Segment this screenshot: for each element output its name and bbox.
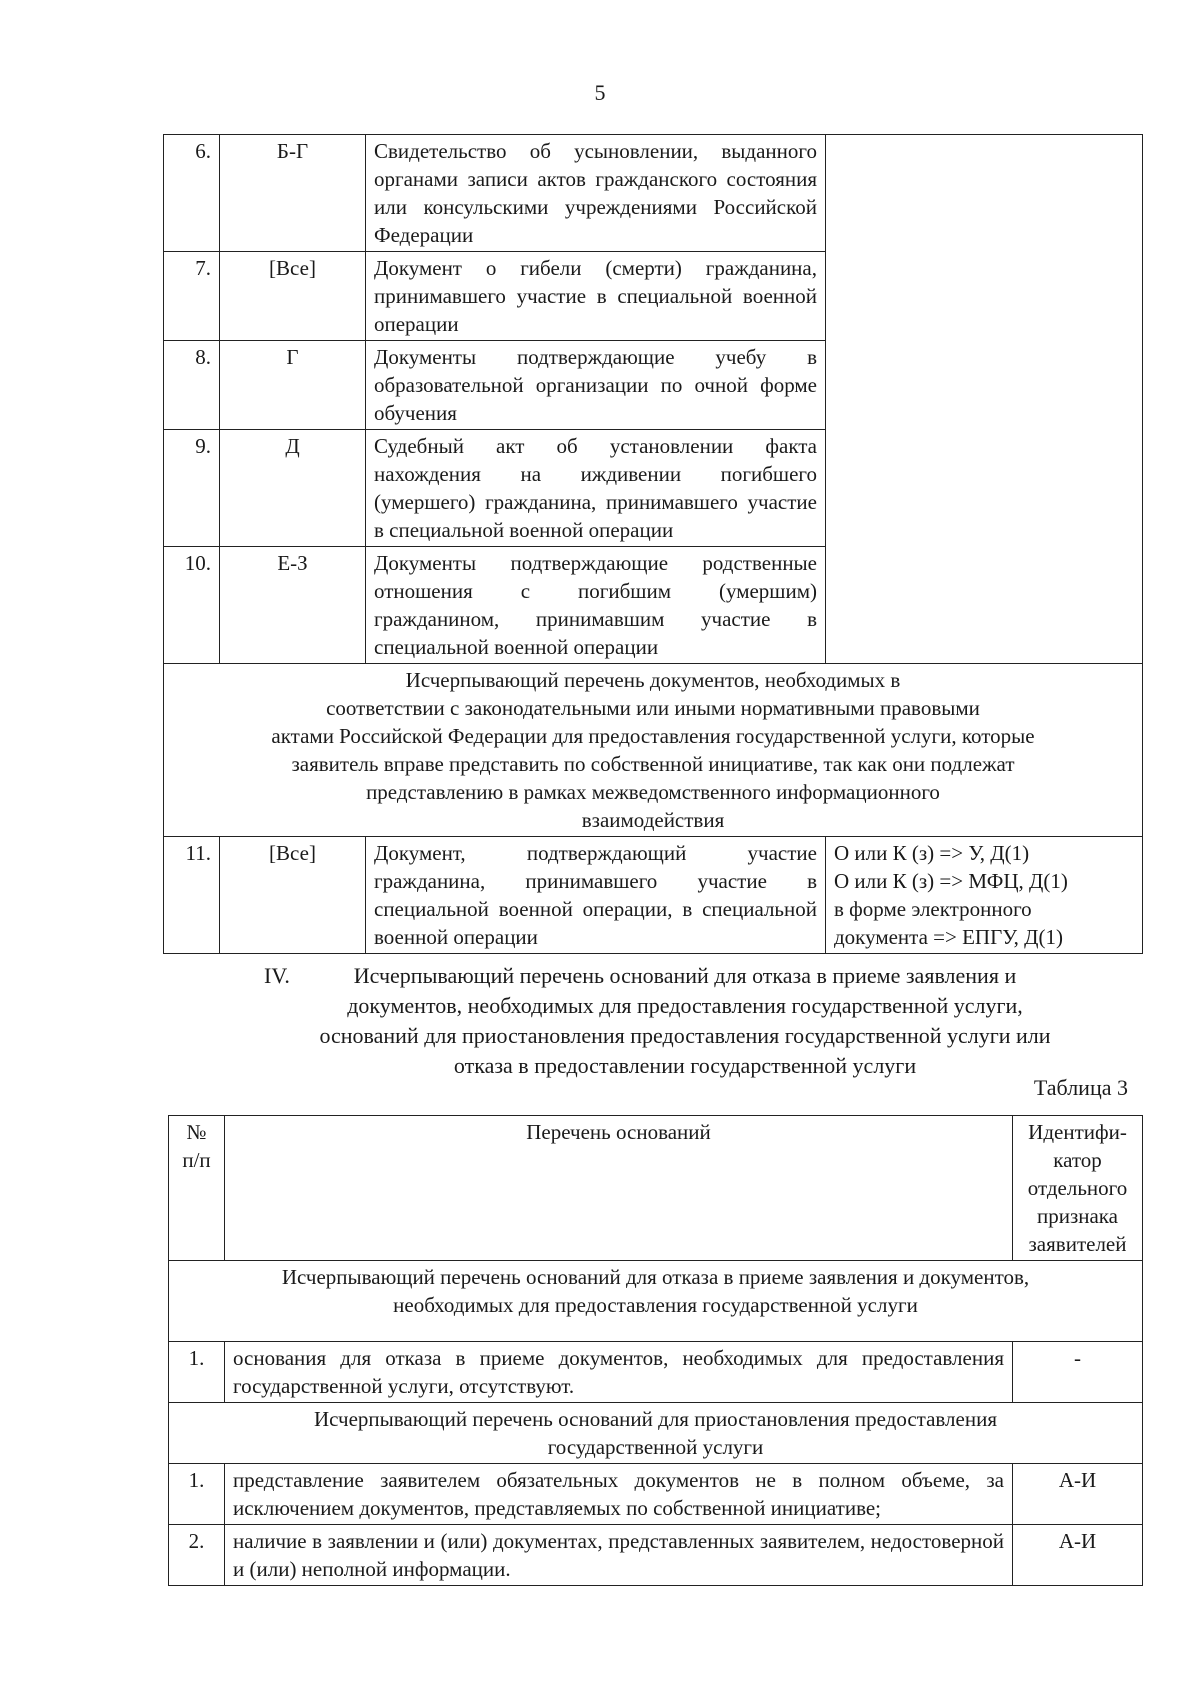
table-header-row (169, 1116, 1143, 1261)
table-row (169, 1525, 1143, 1586)
header-identifier (1013, 1116, 1143, 1261)
grounds-table (168, 1115, 1143, 1586)
row-number: 7. (164, 252, 220, 341)
group-header-row (169, 1261, 1143, 1342)
submission-line: документа => ЕПГУ, Д(1) (834, 925, 1063, 949)
row-number: 10. (164, 547, 220, 664)
ground-text: наличие в заявлении и (или) документах, представленных заявителем, недостоверной и (или) неполной информации. (225, 1525, 1013, 1586)
section-header-line: соответствии с законодательными или иными нормативными правовыми (326, 696, 980, 720)
header-list: Перечень оснований (225, 1116, 1013, 1261)
header-number (169, 1116, 225, 1261)
row-number: 1. (169, 1342, 225, 1403)
group-header-line: государственной услуги (547, 1435, 764, 1459)
section-title-line: документов, необходимых для предоставления государственной услуги, (347, 993, 1023, 1018)
group-header-line: Исчерпывающий перечень оснований для приостановления предоставления (313, 1407, 997, 1431)
ground-text: основания для отказа в приеме документов, необходимых для предоставления государственной услуги, отсутствуют. (225, 1342, 1013, 1403)
documents-table (163, 134, 1143, 954)
page-number: 5 (594, 80, 606, 105)
submission-line: О или К (з) => У, Д(1) (834, 841, 1030, 865)
row-number: 9. (164, 430, 220, 547)
group-header-line: необходимых для предоставления государственной услуги (393, 1293, 918, 1317)
header-identifier-line: признака (1036, 1204, 1119, 1228)
group-header (169, 1403, 1143, 1464)
section-header-line: Исчерпывающий перечень документов, необходимых в (405, 668, 901, 692)
table-row (169, 1464, 1143, 1525)
section-title (240, 961, 1130, 1081)
section-header-line: актами Российской Федерации для предоставления государственной услуги, которые (271, 724, 1035, 748)
document-name: Судебный акт об установлении факта нахождения на иждивении погибшего (умершего) гражданина, принимавшего участие в специальной военной операции (366, 430, 826, 547)
section-header (164, 664, 1143, 837)
header-number-line: № (186, 1120, 207, 1144)
submission-line: О или К (з) => МФЦ, Д(1) (834, 869, 1068, 893)
applicant-code: Г (220, 341, 366, 430)
section-heading (240, 961, 1130, 1081)
header-identifier-line: заявителей (1028, 1232, 1127, 1256)
row-number: 8. (164, 341, 220, 430)
section-title-line: отказа в предоставлении государственной услуги (453, 1053, 917, 1078)
document-name: Документы подтверждающие учебу в образовательной организации по очной форме обучения (366, 341, 826, 430)
row-number: 1. (169, 1464, 225, 1525)
row-number: 6. (164, 135, 220, 252)
table-caption: Таблица 3 (1033, 1075, 1128, 1100)
document-name: Документы подтверждающие родственные отношения с погибшим (умершим) гражданином, принимавшим участие в специальной военной операции (366, 547, 826, 664)
group-header (169, 1261, 1143, 1342)
applicant-code: Б-Г (220, 135, 366, 252)
applicant-identifier: А-И (1013, 1464, 1143, 1525)
ground-text: представление заявителем обязательных документов не в полном объеме, за исключением документов, представляемых по собственной инициативе; (225, 1464, 1013, 1525)
document-name: Документ о гибели (смерти) гражданина, принимавшего участие в специальной военной операции (366, 252, 826, 341)
table-row (169, 1342, 1143, 1403)
section-header-row (164, 664, 1143, 837)
applicant-identifier: - (1013, 1342, 1143, 1403)
section-header-line: представлению в рамках межведомственного информационного (366, 780, 940, 804)
table-row (164, 837, 1143, 954)
section-header-line: взаимодействия (581, 808, 725, 832)
group-header-row (169, 1403, 1143, 1464)
header-identifier-line: отдельного (1027, 1176, 1128, 1200)
section-title-line: Исчерпывающий перечень оснований для отказа в приеме заявления и (353, 963, 1017, 988)
header-number-line: п/п (182, 1148, 211, 1172)
header-identifier-line: катор (1053, 1148, 1102, 1172)
document-name: Свидетельство об усыновлении, выданного органами записи актов гражданского состояния или консульскими учреждениями Российской Федерации (366, 135, 826, 252)
submission-method-cell (826, 135, 1143, 664)
applicant-code: [Все] (220, 837, 366, 954)
submission-line: в форме электронного (834, 897, 1032, 921)
row-number: 11. (164, 837, 220, 954)
applicant-code: Д (220, 430, 366, 547)
document-name: Документ, подтверждающий участие гражданина, принимавшего участие в специальной военной операции, в специальной военной операции (366, 837, 826, 954)
applicant-code: [Все] (220, 252, 366, 341)
applicant-identifier: А-И (1013, 1525, 1143, 1586)
row-number: 2. (169, 1525, 225, 1586)
section-number: IV. (264, 963, 290, 988)
table-row (164, 135, 1143, 252)
section-header-line: заявитель вправе представить по собственной инициативе, так как они подлежат (291, 752, 1015, 776)
section-title-line: оснований для приостановления предоставления государственной услуги или (319, 1023, 1051, 1048)
header-identifier-line: Идентифи- (1028, 1120, 1127, 1144)
group-header-line: Исчерпывающий перечень оснований для отказа в приеме заявления и документов, (281, 1265, 1030, 1289)
applicant-code: Е-З (220, 547, 366, 664)
submission-method (826, 837, 1143, 954)
